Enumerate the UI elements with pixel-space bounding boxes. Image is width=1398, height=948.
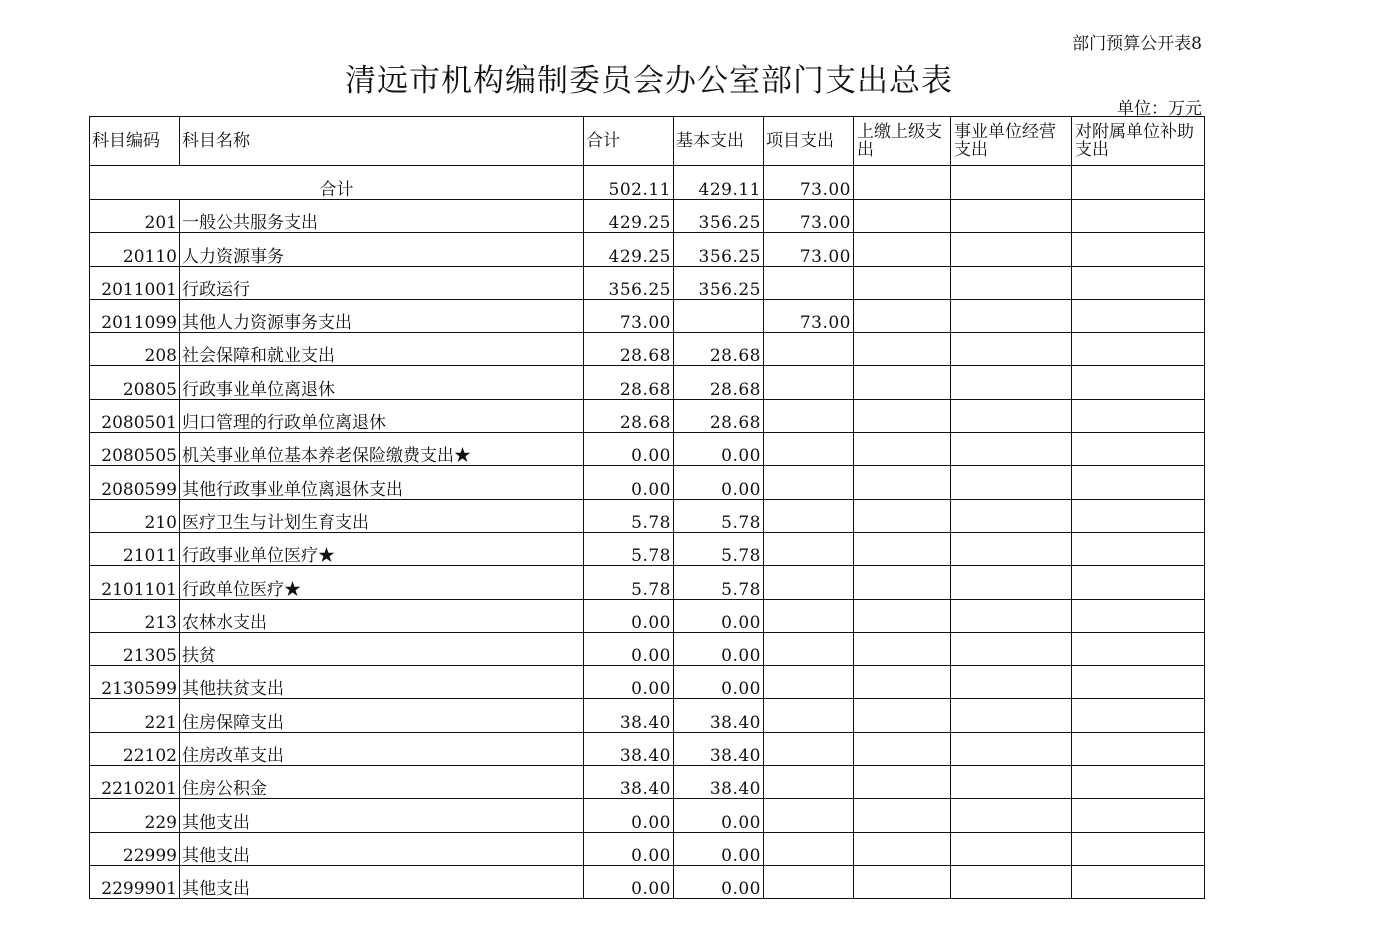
row-business [951, 266, 1072, 299]
row-basic: 0.00 [674, 799, 764, 832]
row-project [764, 799, 854, 832]
row-upper [854, 832, 951, 865]
row-upper [854, 532, 951, 565]
row-total: 356.25 [584, 266, 674, 299]
row-total: 429.25 [584, 200, 674, 233]
row-total: 28.68 [584, 333, 674, 366]
row-name: 其他人力资源事务支出 [180, 299, 584, 332]
header-basic: 基本支出 [674, 117, 764, 166]
row-code: 2130599 [90, 666, 180, 699]
row-business [951, 699, 1072, 732]
row-basic: 0.00 [674, 632, 764, 665]
table-row [90, 799, 1205, 832]
row-name: 行政事业单位离退休 [180, 366, 584, 399]
row-business [951, 599, 1072, 632]
row-project [764, 599, 854, 632]
row-basic: 28.68 [674, 333, 764, 366]
row-basic [674, 299, 764, 332]
row-business [951, 299, 1072, 332]
row-project [764, 466, 854, 499]
row-business [951, 333, 1072, 366]
row-total: 38.40 [584, 732, 674, 765]
row-project: 73.00 [764, 233, 854, 266]
row-subsidiary [1072, 766, 1205, 799]
table-row [90, 266, 1205, 299]
row-code: 20805 [90, 366, 180, 399]
row-business [951, 200, 1072, 233]
table-row [90, 333, 1205, 366]
row-upper [854, 466, 951, 499]
row-upper [854, 333, 951, 366]
row-name: 其他支出 [180, 799, 584, 832]
table-code-label: 部门预算公开表8 [1072, 34, 1202, 54]
row-name: 住房改革支出 [180, 732, 584, 765]
row-code: 22999 [90, 832, 180, 865]
row-upper [854, 499, 951, 532]
row-basic: 38.40 [674, 766, 764, 799]
row-name: 归口管理的行政单位离退休 [180, 399, 584, 432]
table-row [90, 832, 1205, 865]
row-upper [854, 299, 951, 332]
table-row [90, 732, 1205, 765]
row-total: 73.00 [584, 299, 674, 332]
row-total: 28.68 [584, 399, 674, 432]
row-project [764, 366, 854, 399]
row-name: 行政单位医疗★ [180, 566, 584, 599]
table-row [90, 233, 1205, 266]
header-total: 合计 [584, 117, 674, 166]
row-subsidiary [1072, 865, 1205, 898]
row-name: 农林水支出 [180, 599, 584, 632]
row-name: 其他支出 [180, 865, 584, 898]
row-total: 0.00 [584, 433, 674, 466]
row-total: 429.25 [584, 233, 674, 266]
row-basic: 356.25 [674, 266, 764, 299]
table-row [90, 200, 1205, 233]
row-name: 医疗卫生与计划生育支出 [180, 499, 584, 532]
row-basic: 0.00 [674, 599, 764, 632]
row-total: 0.00 [584, 599, 674, 632]
table-header-row [90, 117, 1205, 166]
row-total: 5.78 [584, 499, 674, 532]
table-row [90, 766, 1205, 799]
header-subsidiary: 对附属单位补助支出 [1072, 117, 1205, 166]
row-project [764, 499, 854, 532]
row-business [951, 666, 1072, 699]
row-business [951, 566, 1072, 599]
row-subsidiary [1072, 699, 1205, 732]
row-business [951, 433, 1072, 466]
row-name: 住房保障支出 [180, 699, 584, 732]
row-code: 20110 [90, 233, 180, 266]
row-business [951, 466, 1072, 499]
row-project [764, 865, 854, 898]
row-total: 28.68 [584, 366, 674, 399]
table-row [90, 299, 1205, 332]
row-subsidiary [1072, 732, 1205, 765]
total-upper [854, 166, 951, 200]
total-subsidiary [1072, 166, 1205, 200]
row-upper [854, 200, 951, 233]
header-name: 科目名称 [180, 117, 584, 166]
row-project [764, 266, 854, 299]
row-code: 221 [90, 699, 180, 732]
row-business [951, 233, 1072, 266]
row-project [764, 732, 854, 765]
row-upper [854, 632, 951, 665]
row-project [764, 766, 854, 799]
row-upper [854, 233, 951, 266]
row-business [951, 832, 1072, 865]
total-project: 73.00 [764, 166, 854, 200]
row-basic: 28.68 [674, 399, 764, 432]
row-basic: 5.78 [674, 499, 764, 532]
row-name: 人力资源事务 [180, 233, 584, 266]
row-basic: 0.00 [674, 865, 764, 898]
row-project [764, 632, 854, 665]
row-code: 2299901 [90, 865, 180, 898]
row-business [951, 499, 1072, 532]
row-basic: 38.40 [674, 732, 764, 765]
row-total: 0.00 [584, 832, 674, 865]
row-subsidiary [1072, 532, 1205, 565]
row-business [951, 865, 1072, 898]
row-total: 38.40 [584, 766, 674, 799]
row-upper [854, 766, 951, 799]
row-business [951, 766, 1072, 799]
row-total: 0.00 [584, 466, 674, 499]
row-business [951, 366, 1072, 399]
total-label: 合计 [90, 166, 584, 200]
row-name: 扶贫 [180, 632, 584, 665]
row-name: 其他扶贫支出 [180, 666, 584, 699]
row-basic: 356.25 [674, 233, 764, 266]
row-code: 210 [90, 499, 180, 532]
row-upper [854, 799, 951, 832]
row-project [764, 566, 854, 599]
row-project: 73.00 [764, 299, 854, 332]
row-code: 2080599 [90, 466, 180, 499]
row-project [764, 666, 854, 699]
header-business: 事业单位经营支出 [951, 117, 1072, 166]
row-subsidiary [1072, 599, 1205, 632]
table-row [90, 399, 1205, 432]
row-basic: 0.00 [674, 466, 764, 499]
row-total: 0.00 [584, 799, 674, 832]
table-row [90, 599, 1205, 632]
total-basic: 429.11 [674, 166, 764, 200]
table-row [90, 499, 1205, 532]
row-subsidiary [1072, 333, 1205, 366]
row-code: 2011099 [90, 299, 180, 332]
row-basic: 356.25 [674, 200, 764, 233]
row-code: 2011001 [90, 266, 180, 299]
table-row [90, 666, 1205, 699]
row-business [951, 799, 1072, 832]
row-subsidiary [1072, 266, 1205, 299]
expenditure-table [89, 116, 1205, 899]
total-total: 502.11 [584, 166, 674, 200]
row-project: 73.00 [764, 200, 854, 233]
row-total: 38.40 [584, 699, 674, 732]
unit-label: 单位：万元 [1117, 99, 1202, 119]
row-business [951, 532, 1072, 565]
row-business [951, 399, 1072, 432]
row-name: 一般公共服务支出 [180, 200, 584, 233]
row-subsidiary [1072, 233, 1205, 266]
row-total: 0.00 [584, 666, 674, 699]
row-subsidiary [1072, 399, 1205, 432]
row-project [764, 433, 854, 466]
row-code: 229 [90, 799, 180, 832]
row-code: 2210201 [90, 766, 180, 799]
table-row [90, 366, 1205, 399]
row-basic: 0.00 [674, 666, 764, 699]
row-business [951, 732, 1072, 765]
row-name: 行政事业单位医疗★ [180, 532, 584, 565]
table-row [90, 566, 1205, 599]
row-subsidiary [1072, 632, 1205, 665]
header-upper: 上缴上级支出 [854, 117, 951, 166]
page-title: 清远市机构编制委员会办公室部门支出总表 [345, 63, 953, 99]
table-row [90, 433, 1205, 466]
row-basic: 38.40 [674, 699, 764, 732]
row-project [764, 399, 854, 432]
row-basic: 28.68 [674, 366, 764, 399]
row-subsidiary [1072, 366, 1205, 399]
row-project [764, 699, 854, 732]
row-subsidiary [1072, 299, 1205, 332]
row-subsidiary [1072, 433, 1205, 466]
row-code: 201 [90, 200, 180, 233]
row-name: 机关事业单位基本养老保险缴费支出★ [180, 433, 584, 466]
row-upper [854, 732, 951, 765]
row-code: 22102 [90, 732, 180, 765]
row-total: 5.78 [584, 532, 674, 565]
header-code: 科目编码 [90, 117, 180, 166]
row-name: 行政运行 [180, 266, 584, 299]
row-upper [854, 666, 951, 699]
row-code: 213 [90, 599, 180, 632]
row-basic: 0.00 [674, 433, 764, 466]
row-subsidiary [1072, 566, 1205, 599]
row-code: 21305 [90, 632, 180, 665]
table-row [90, 532, 1205, 565]
row-upper [854, 266, 951, 299]
row-subsidiary [1072, 832, 1205, 865]
row-name: 住房公积金 [180, 766, 584, 799]
row-upper [854, 599, 951, 632]
row-business [951, 632, 1072, 665]
table-row [90, 699, 1205, 732]
row-upper [854, 366, 951, 399]
row-code: 208 [90, 333, 180, 366]
row-total: 0.00 [584, 632, 674, 665]
row-name: 社会保障和就业支出 [180, 333, 584, 366]
row-subsidiary [1072, 799, 1205, 832]
table-row [90, 632, 1205, 665]
row-upper [854, 399, 951, 432]
row-name: 其他行政事业单位离退休支出 [180, 466, 584, 499]
row-project [764, 333, 854, 366]
row-subsidiary [1072, 200, 1205, 233]
row-code: 2080501 [90, 399, 180, 432]
row-project [764, 532, 854, 565]
row-code: 2080505 [90, 433, 180, 466]
row-subsidiary [1072, 466, 1205, 499]
row-upper [854, 865, 951, 898]
total-row [90, 166, 1205, 200]
row-basic: 5.78 [674, 566, 764, 599]
table-row [90, 466, 1205, 499]
row-upper [854, 699, 951, 732]
row-upper [854, 433, 951, 466]
row-project [764, 832, 854, 865]
row-basic: 0.00 [674, 832, 764, 865]
row-name: 其他支出 [180, 832, 584, 865]
row-subsidiary [1072, 499, 1205, 532]
row-code: 21011 [90, 532, 180, 565]
row-basic: 5.78 [674, 532, 764, 565]
row-total: 5.78 [584, 566, 674, 599]
row-total: 0.00 [584, 865, 674, 898]
header-project: 项目支出 [764, 117, 854, 166]
row-subsidiary [1072, 666, 1205, 699]
total-business [951, 166, 1072, 200]
row-code: 2101101 [90, 566, 180, 599]
table-row [90, 865, 1205, 898]
row-upper [854, 566, 951, 599]
